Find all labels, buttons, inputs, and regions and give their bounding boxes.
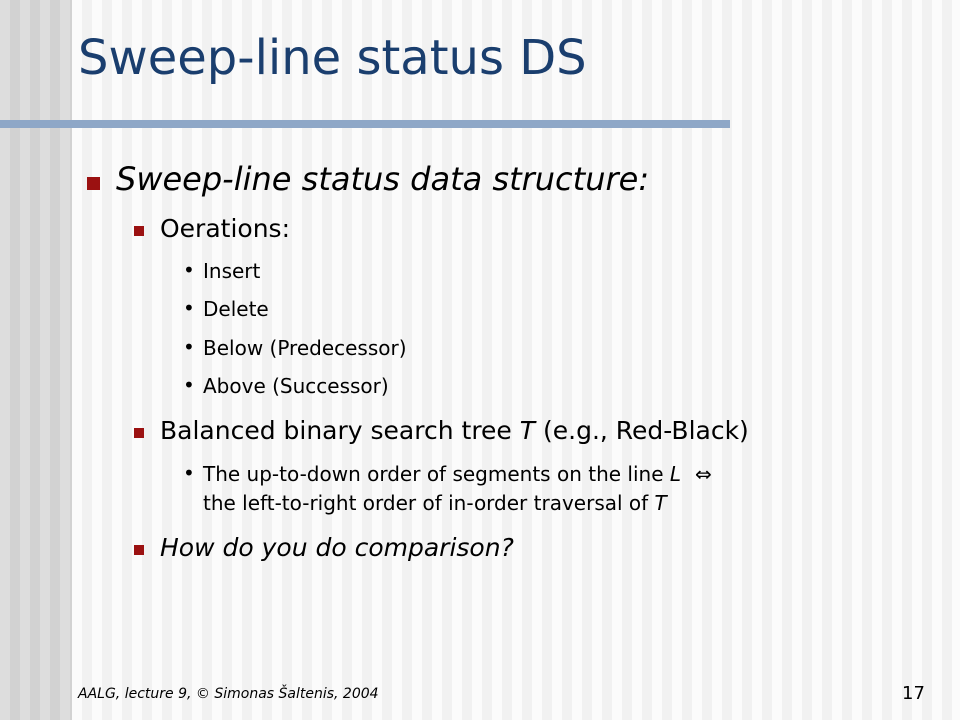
operation-item-above: Above (Successor) <box>203 374 389 398</box>
bullet-dot-icon: • <box>183 296 195 320</box>
iff-symbol: ⇔ <box>695 462 712 486</box>
operation-item-below: Below (Predecessor) <box>203 336 407 360</box>
operation-item-delete: Delete <box>203 297 269 321</box>
bullet-square-icon <box>87 177 100 190</box>
bullet-dot-icon: • <box>183 373 195 397</box>
order-statement-line2: the left-to-right order of in-order traversal of T <box>203 491 667 515</box>
bullet-dot-icon: • <box>183 258 195 282</box>
slide-title: Sweep-line status DS <box>78 30 587 86</box>
operation-item-insert: Insert <box>203 259 261 283</box>
left-margin-strip <box>0 0 72 720</box>
content-panel <box>72 0 960 720</box>
order-statement-line1: The up-to-down order of segments on the line L ⇔ <box>203 462 712 486</box>
operations-label: Oerations: <box>160 214 290 243</box>
bullet-balanced-bst: Balanced binary search tree T (e.g., Red-Black) <box>160 416 749 445</box>
bullet-dot-icon: • <box>183 335 195 359</box>
title-underline-bar <box>0 120 730 128</box>
slide-footer: AALG, lecture 9, © Simonas Šaltenis, 2004 <box>78 686 379 702</box>
bullet-square-icon <box>134 226 144 236</box>
bullet-sweep-line-status: Sweep-line status data structure: <box>116 160 650 198</box>
bullet-dot-icon: • <box>183 461 195 485</box>
page-number: 17 <box>902 683 925 704</box>
bullet-square-icon <box>134 545 144 555</box>
comparison-question: How do you do comparison? <box>160 533 514 562</box>
bullet-square-icon <box>134 428 144 438</box>
